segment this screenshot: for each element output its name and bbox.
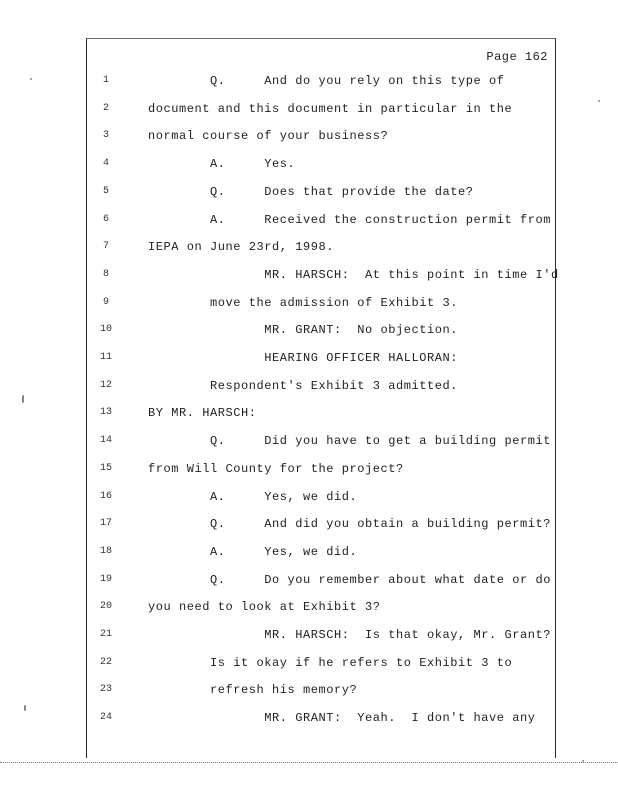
scan-speck bbox=[24, 705, 26, 711]
line-text: MR. HARSCH: Is that okay, Mr. Grant? bbox=[148, 628, 552, 642]
line-number: 5 bbox=[102, 185, 109, 197]
line-text: MR. GRANT: No objection. bbox=[148, 323, 459, 338]
transcript-line bbox=[0, 515, 618, 533]
line-text: move the admission of Exhibit 3. bbox=[148, 295, 459, 310]
scan-speck bbox=[30, 78, 32, 80]
line-number: 15 bbox=[99, 462, 112, 474]
line-number: 18 bbox=[99, 545, 112, 557]
transcript-page-frame bbox=[86, 38, 556, 758]
transcript-line bbox=[0, 72, 618, 90]
line-text: BY MR. HARSCH: bbox=[148, 406, 257, 421]
line-number: 2 bbox=[102, 102, 109, 114]
transcript-line bbox=[0, 100, 618, 118]
line-text: A. Yes, we did. bbox=[148, 489, 358, 504]
line-number: 3 bbox=[102, 130, 109, 142]
line-number: 4 bbox=[102, 158, 109, 170]
line-text: refresh his memory? bbox=[148, 683, 358, 698]
transcript-line bbox=[0, 598, 618, 616]
line-number: 13 bbox=[99, 407, 112, 419]
line-number: 22 bbox=[99, 656, 112, 668]
line-number: 20 bbox=[99, 601, 112, 613]
transcript-line bbox=[0, 155, 618, 173]
line-text: Q. And do you rely on this type of bbox=[148, 74, 505, 88]
transcript-line bbox=[0, 183, 618, 201]
transcript-line bbox=[0, 681, 618, 699]
line-number: 23 bbox=[99, 684, 112, 696]
line-number: 19 bbox=[99, 573, 112, 585]
line-text: Q. Did you have to get a building permit bbox=[148, 434, 552, 449]
transcript-line bbox=[0, 404, 618, 422]
line-number: 24 bbox=[99, 712, 112, 724]
line-number: 1 bbox=[102, 75, 109, 86]
line-text: from Will County for the project? bbox=[148, 461, 404, 476]
transcript-line bbox=[0, 377, 618, 395]
transcript-line bbox=[0, 488, 618, 506]
line-text: document and this document in particular in the bbox=[148, 101, 513, 116]
line-text: Q. Does that provide the date? bbox=[148, 184, 474, 199]
transcript-line bbox=[0, 571, 618, 589]
transcript-line bbox=[0, 432, 618, 450]
line-number: 21 bbox=[99, 629, 112, 640]
transcript-line bbox=[0, 211, 618, 229]
line-text: HEARING OFFICER HALLORAN: bbox=[148, 351, 459, 365]
line-text: Q. And did you obtain a building permit? bbox=[148, 517, 552, 532]
line-number: 7 bbox=[102, 241, 109, 253]
line-number: 14 bbox=[99, 435, 112, 447]
scan-speck bbox=[582, 760, 584, 762]
line-text: you need to look at Exhibit 3? bbox=[148, 600, 381, 615]
scan-speck bbox=[22, 395, 24, 403]
transcript-line bbox=[0, 321, 618, 339]
line-number: 6 bbox=[102, 213, 109, 225]
transcript-line bbox=[0, 349, 618, 367]
line-text: normal course of your business? bbox=[148, 129, 389, 144]
line-number: 12 bbox=[99, 379, 112, 391]
line-number: 17 bbox=[99, 518, 112, 530]
transcript-line bbox=[0, 266, 618, 284]
line-number: 16 bbox=[99, 490, 112, 502]
line-text: A. Received the construction permit from bbox=[148, 212, 552, 227]
line-text: MR. GRANT: Yeah. I don't have any bbox=[148, 711, 536, 726]
transcript-line bbox=[0, 626, 618, 644]
line-text: MR. HARSCH: At this point in time I'd bbox=[148, 267, 559, 282]
scan-speck bbox=[598, 100, 600, 102]
line-text: A. Yes, we did. bbox=[148, 544, 358, 559]
transcript-line bbox=[0, 543, 618, 561]
line-text: Is it okay if he refers to Exhibit 3 to bbox=[148, 655, 513, 670]
transcript-line bbox=[0, 654, 618, 672]
line-number: 9 bbox=[102, 296, 109, 308]
transcript-line bbox=[0, 127, 618, 145]
transcript-line bbox=[0, 460, 618, 478]
bottom-scan-rule bbox=[0, 762, 618, 763]
transcript-line bbox=[0, 238, 618, 256]
line-text: Respondent's Exhibit 3 admitted. bbox=[148, 378, 459, 393]
line-text: Q. Do you remember about what date or do bbox=[148, 572, 552, 587]
line-text: A. Yes. bbox=[148, 157, 296, 172]
page-number: Page 162 bbox=[486, 50, 548, 64]
line-number: 8 bbox=[102, 268, 109, 280]
transcript-line bbox=[0, 294, 618, 312]
line-number: 11 bbox=[99, 352, 112, 363]
line-text: IEPA on June 23rd, 1998. bbox=[148, 240, 335, 255]
transcript-line bbox=[0, 709, 618, 727]
line-number: 10 bbox=[99, 324, 112, 336]
